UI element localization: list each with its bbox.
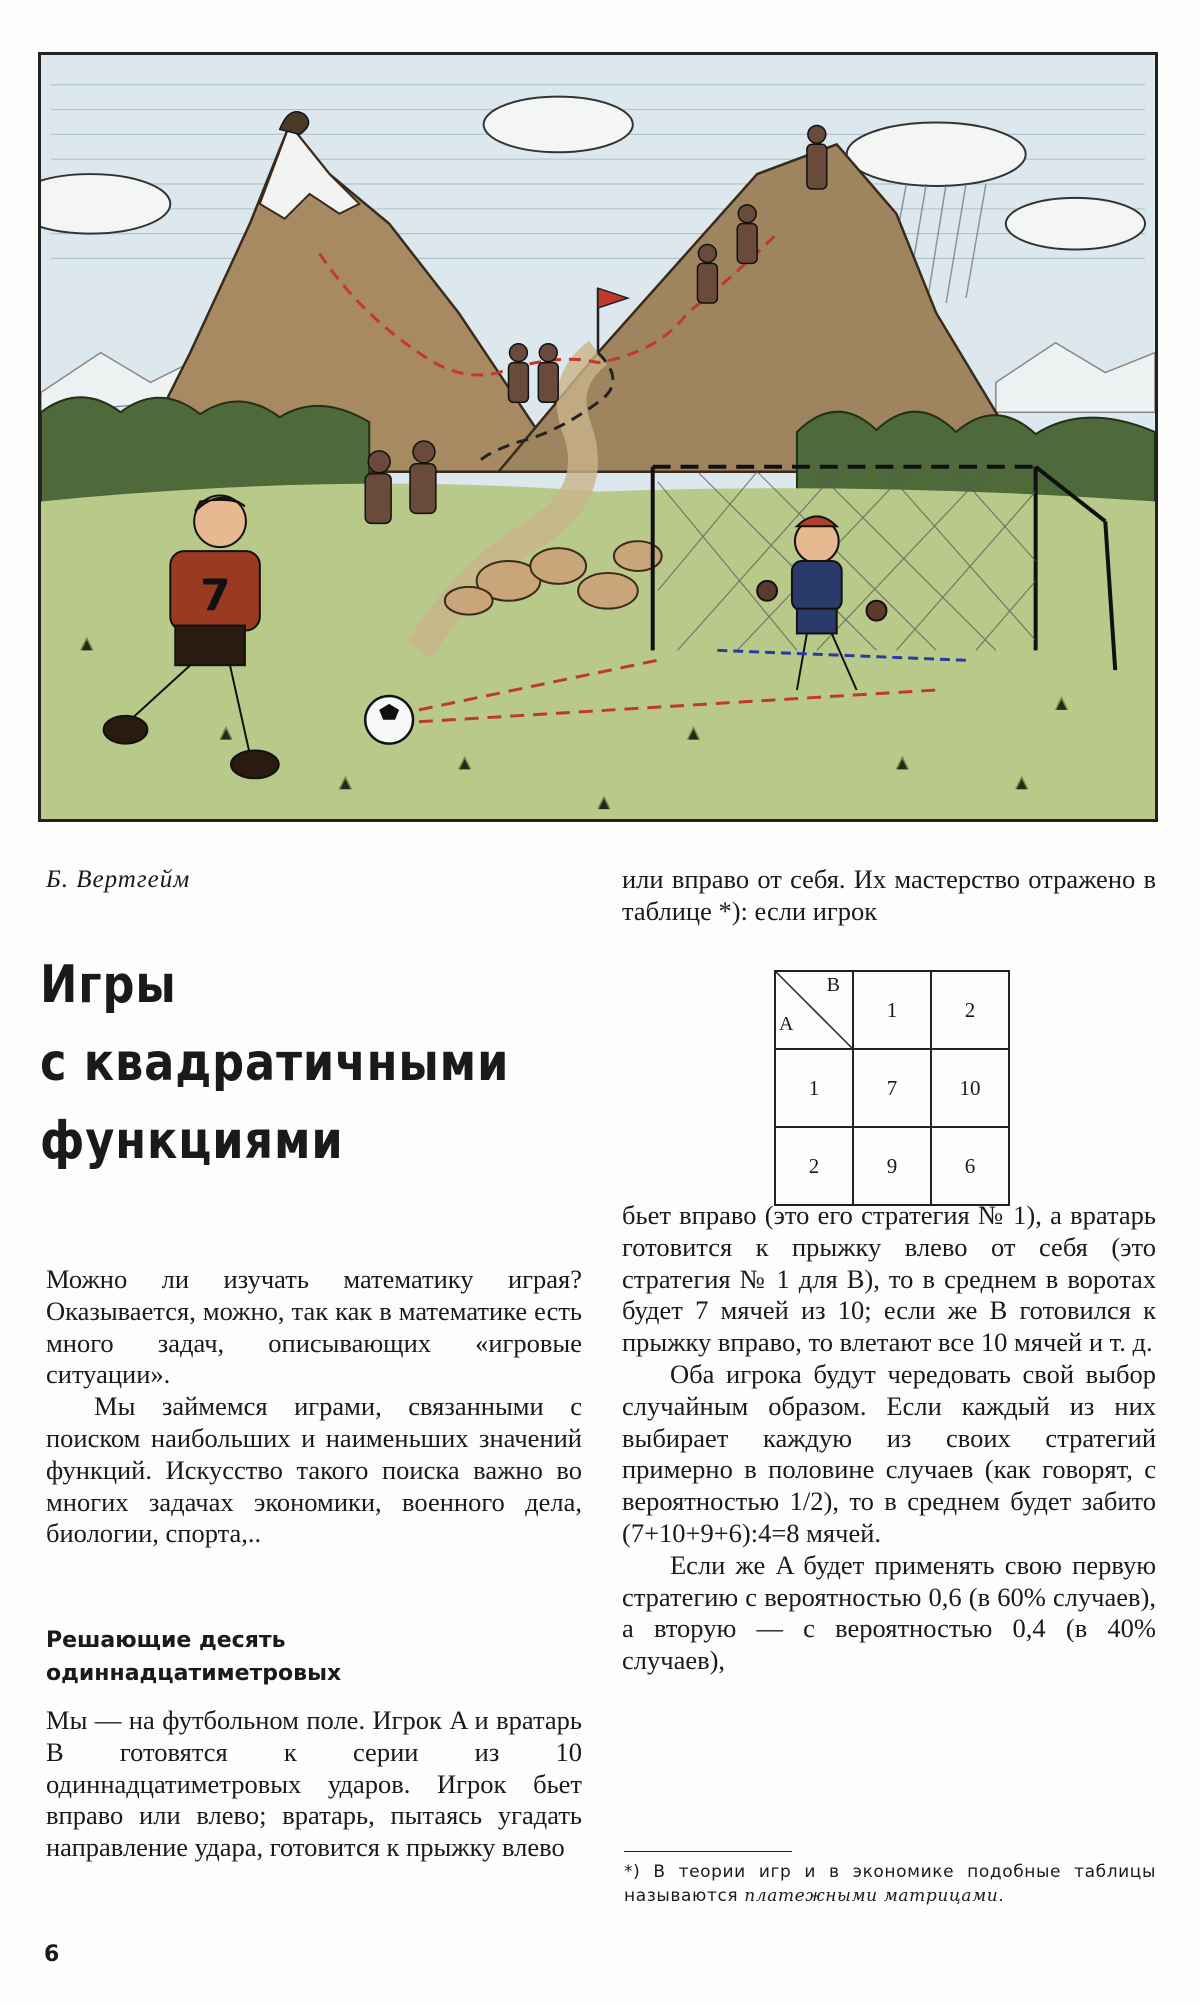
cloud-center	[484, 97, 633, 153]
matrix-cell: 7	[853, 1049, 931, 1127]
paragraph: или вправо от себя. Их мастерство отражено в таблице *): если игрок	[622, 864, 1156, 926]
right-column-top	[622, 864, 1156, 928]
row-header: 1	[775, 1049, 853, 1127]
left-column-section	[46, 1705, 582, 1864]
matrix-corner-cell	[775, 971, 853, 1049]
footnote-emphasis: платежными матрицами	[744, 1886, 999, 1906]
footnote-end: .	[998, 1886, 1005, 1906]
football-mountains-scene	[41, 55, 1155, 819]
paragraph: Мы — на футбольном поле. Игрок A и вратарь B готовятся к серии из 10 одиннадцатиметровых ударов. Игрок бьет вправо или влево; вратарь, пытаясь угадать направление удара, готовится к прыжку влево	[46, 1705, 582, 1863]
matrix-cell: 10	[931, 1049, 1009, 1127]
payoff-matrix	[774, 970, 1010, 1206]
row-header: 2	[775, 1127, 853, 1205]
paragraph: Мы займемся играми, связанными с поиском наибольших и наименьших значений функций. Искусство такого поиска важно во многих задачах экономики, военного дела, биологии, спорта,..	[46, 1391, 582, 1549]
title-line: Игры	[40, 955, 177, 1015]
footnote-text: *) В теории игр и в экономике подобные таблицы называются	[624, 1862, 1156, 1906]
paragraph: бьет вправо (это его стратегия № 1), а вратарь готовится к прыжку влево от себя (это стратегия № 1 для B), то в среднем в воротах будет 7 мячей из 10; если же B готовился к прыжку вправо, то влетают все 10 мячей и т. д.	[622, 1200, 1156, 1358]
matrix-cell: 9	[853, 1127, 931, 1205]
label-a: A	[779, 1013, 794, 1035]
section-heading: Решающие десять одиннадцатиметровых	[46, 1628, 342, 1686]
col-header: 2	[931, 971, 1009, 1049]
left-column-intro	[46, 1264, 582, 1550]
paragraph: Можно ли изучать математику играя? Оказывается, можно, так как в математике есть много задач, описывающих «игровые ситуации».	[46, 1264, 582, 1390]
col-header: 1	[853, 971, 931, 1049]
page-number: 6	[44, 1942, 60, 1967]
author: Б. Вертгейм	[46, 866, 191, 893]
paragraph: Если же A будет применять свою первую стратегию с вероятностью 0,6 (в 60% случаев), а вторую — с вероятностью 0,4 (в 40% случаев),	[622, 1549, 1156, 1676]
title-line: с квадратичными	[40, 1033, 510, 1093]
title-line: функциями	[40, 1111, 344, 1171]
matrix-cell: 6	[931, 1127, 1009, 1205]
jersey-number: 7	[200, 570, 231, 622]
article-title	[40, 946, 522, 1180]
diagonal-line	[776, 972, 852, 1048]
footnote	[624, 1860, 1156, 1908]
cartoon-illustration	[38, 52, 1158, 822]
right-column-body	[622, 1200, 1156, 1677]
paragraph: Оба игрока будут чередовать свой выбор случайным образом. Если каждый из них выбирает каждую из своих стратегий примерно в половине случаев (как говорят, с вероятностью 1/2), то в среднем будет забито (7+10+9+6):4=8 мячей.	[622, 1358, 1156, 1548]
label-b: B	[826, 974, 840, 996]
footnote-rule	[624, 1851, 792, 1852]
